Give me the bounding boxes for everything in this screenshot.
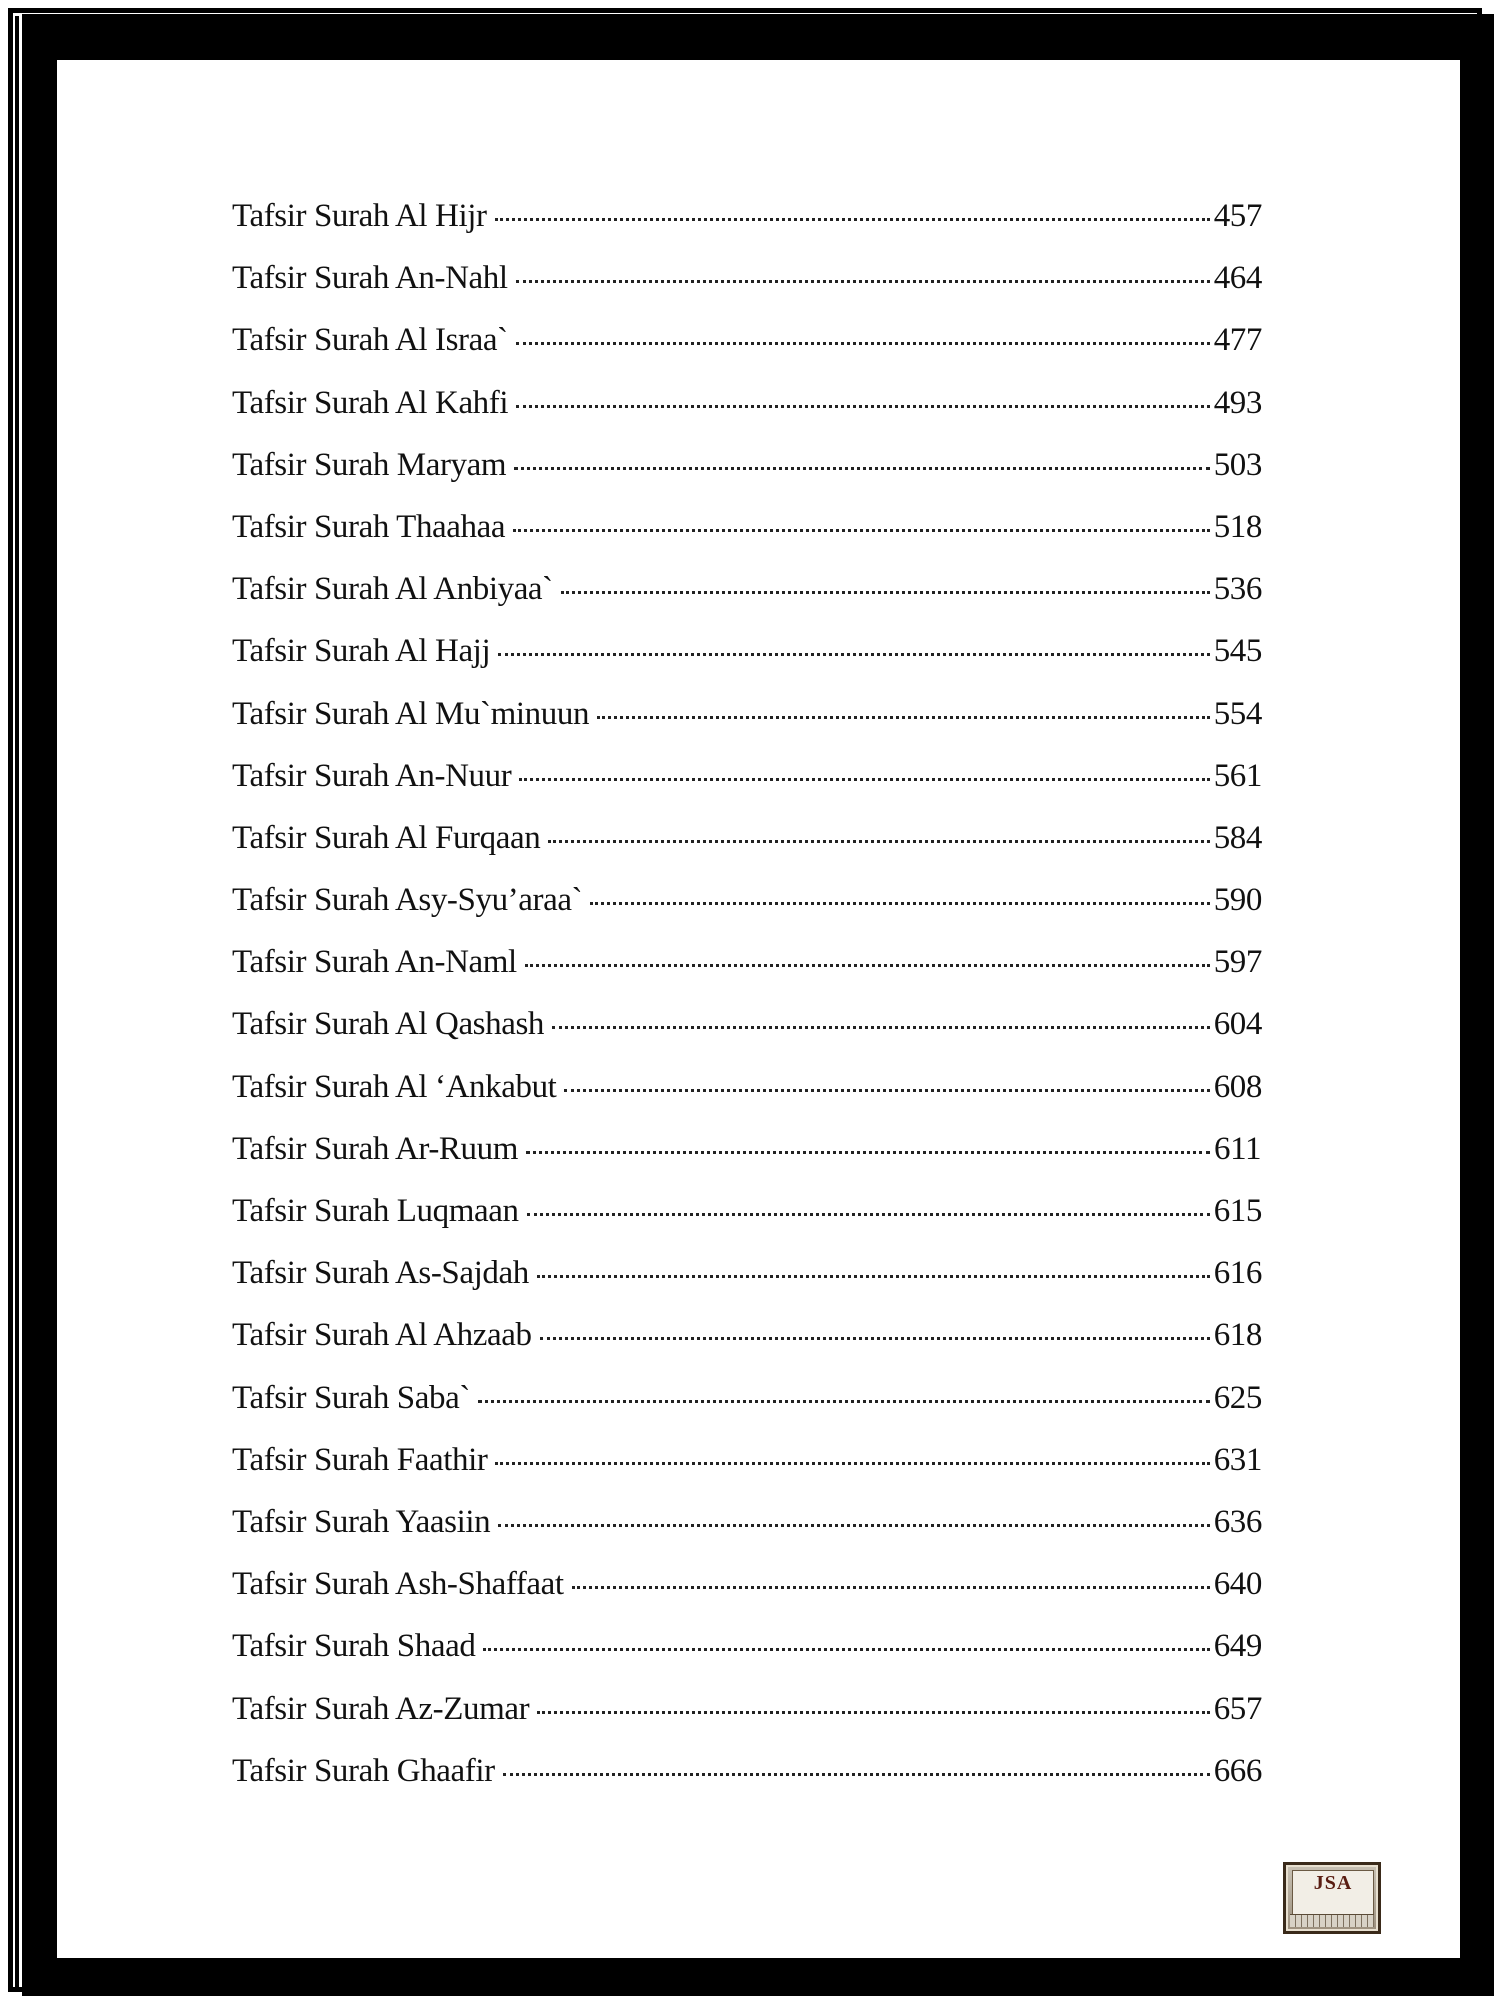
toc-entry-title: Tafsir Surah As-Sajdah [232,1255,529,1292]
toc-entry-page-number: 464 [1213,260,1262,297]
toc-entry-title: Tafsir Surah Al Qashash [232,1006,545,1043]
toc-entry-title: Tafsir Surah Shaad [232,1628,476,1665]
jsa-logo [1283,1862,1381,1934]
toc-entry-title: Tafsir Surah Yaasiin [232,1503,491,1540]
toc-entry-page-number: 616 [1213,1255,1262,1292]
dot-leader [498,653,1209,656]
computer-monitor-logo-icon [1292,1870,1374,1916]
toc-entry [232,1691,1262,1753]
dot-leader [495,218,1210,221]
toc-entry-page-number: 615 [1213,1193,1262,1229]
dot-leader [527,1213,1210,1216]
toc-entry [232,633,1262,695]
toc-entry-page-number: 666 [1213,1752,1262,1789]
toc-entry [232,1006,1262,1068]
dot-leader [478,1400,1210,1403]
toc-entry-title: Tafsir Surah Az-Zumar [232,1690,530,1727]
toc-entry [232,571,1262,633]
toc-entry-title: Tafsir Surah Al Furqaan [232,819,541,856]
dot-leader [526,1151,1210,1154]
toc-entry-page-number: 477 [1213,322,1262,359]
dot-leader [540,1337,1210,1340]
toc-entry-title: Tafsir Surah Al Anbiyaa` [232,571,553,608]
toc-entry-title: Tafsir Surah Asy-Syu’araa` [232,882,583,919]
dot-leader [516,405,1210,408]
toc-entry [232,1566,1262,1628]
toc-entry-page-number: 611 [1214,1130,1262,1167]
toc-entry [232,1628,1262,1690]
toc-entry-page-number: 545 [1213,633,1262,670]
dot-leader [537,1275,1210,1278]
dot-leader [516,342,1210,345]
dot-leader [513,529,1210,532]
dot-leader [561,591,1210,594]
toc-entry-title: Tafsir Surah Al ‘Ankabut [232,1068,557,1105]
toc-entry [232,1380,1262,1442]
toc-entry-title: Tafsir Surah Ash-Shaffaat [232,1566,564,1603]
toc-entry-title: Tafsir Surah Al Israa` [232,322,508,359]
toc-entry [232,944,1262,1006]
toc-entry-page-number: 657 [1213,1690,1262,1727]
toc-entry [232,447,1262,509]
toc-entry-title: Tafsir Surah Al Mu`minuun [232,695,590,732]
toc-entry-title: Tafsir Surah An-Nahl [232,260,508,297]
toc-entry-page-number: 518 [1213,508,1262,545]
toc-entry-title: Tafsir Surah Faathir [232,1441,488,1478]
dot-leader [503,1773,1210,1776]
toc-entry-title: Tafsir Surah Al Kahfi [232,384,509,421]
logo-text: JSA [1313,1872,1353,1894]
toc-entry-page-number: 597 [1213,944,1262,981]
frame-inner-rule [15,16,19,1992]
toc-entry-page-number: 554 [1213,695,1262,732]
toc-entry-page-number: 584 [1213,819,1262,856]
toc-entry-title: Tafsir Surah An-Nuur [232,757,512,794]
toc-entry-page-number: 590 [1213,882,1262,919]
toc-entry-page-number: 503 [1213,446,1262,483]
toc-entry-title: Tafsir Surah Al Hajj [232,633,491,670]
toc-entry-page-number: 457 [1213,198,1262,234]
dot-leader [498,1524,1209,1527]
corner-mark [22,1986,30,1994]
dot-leader [564,1089,1209,1092]
toc-entry-title: Tafsir Surah Al Hijr [232,198,487,234]
toc-entry [232,696,1262,758]
toc-entry-page-number: 608 [1213,1068,1262,1105]
dot-leader [516,280,1210,283]
toc-entry-page-number: 625 [1213,1379,1262,1416]
dot-leader [552,1026,1210,1029]
toc-entry-page-number: 604 [1213,1006,1262,1043]
corner-mark [1484,28,1492,36]
toc-entry [232,1442,1262,1504]
toc-entry-page-number: 561 [1213,757,1262,794]
toc-entry-page-number: 640 [1213,1566,1262,1603]
toc-entry [232,1255,1262,1317]
toc-entry [232,1317,1262,1379]
dot-leader [525,964,1210,967]
toc-entry-title: Tafsir Surah Al Ahzaab [232,1317,532,1354]
toc-entry [232,385,1262,447]
table-of-contents [232,198,1262,1815]
toc-entry [232,198,1262,260]
dot-leader [495,1462,1209,1465]
dot-leader [572,1586,1210,1589]
toc-entry [232,1193,1262,1255]
toc-entry [232,882,1262,944]
dot-leader [514,467,1210,470]
toc-entry [232,758,1262,820]
toc-entry [232,820,1262,882]
toc-entry-title: Tafsir Surah Saba` [232,1379,470,1416]
toc-entry-page-number: 631 [1213,1441,1262,1478]
dot-leader [548,840,1209,843]
toc-entry-page-number: 618 [1213,1317,1262,1354]
toc-entry-page-number: 636 [1213,1503,1262,1540]
dot-leader [483,1648,1209,1651]
toc-entry [232,1131,1262,1193]
toc-entry-page-number: 536 [1213,571,1262,608]
dot-leader [519,778,1209,781]
toc-entry [232,509,1262,571]
toc-entry [232,322,1262,384]
toc-entry-title: Tafsir Surah An-Naml [232,944,517,981]
toc-entry-title: Tafsir Surah Maryam [232,446,507,483]
dot-leader [537,1711,1209,1714]
toc-entry-page-number: 493 [1213,384,1262,421]
keyboard-graphic [1290,1914,1374,1927]
toc-entry-title: Tafsir Surah Luqmaan [232,1193,519,1229]
toc-entry [232,1504,1262,1566]
toc-entry [232,260,1262,322]
toc-entry [232,1069,1262,1131]
toc-entry-title: Tafsir Surah Ghaafir [232,1752,495,1789]
toc-entry-title: Tafsir Surah Thaahaa [232,508,506,545]
toc-entry-title: Tafsir Surah Ar-Ruum [232,1130,518,1167]
dot-leader [590,902,1210,905]
toc-entry [232,1753,1262,1815]
toc-entry-page-number: 649 [1213,1628,1262,1665]
dot-leader [597,716,1210,719]
